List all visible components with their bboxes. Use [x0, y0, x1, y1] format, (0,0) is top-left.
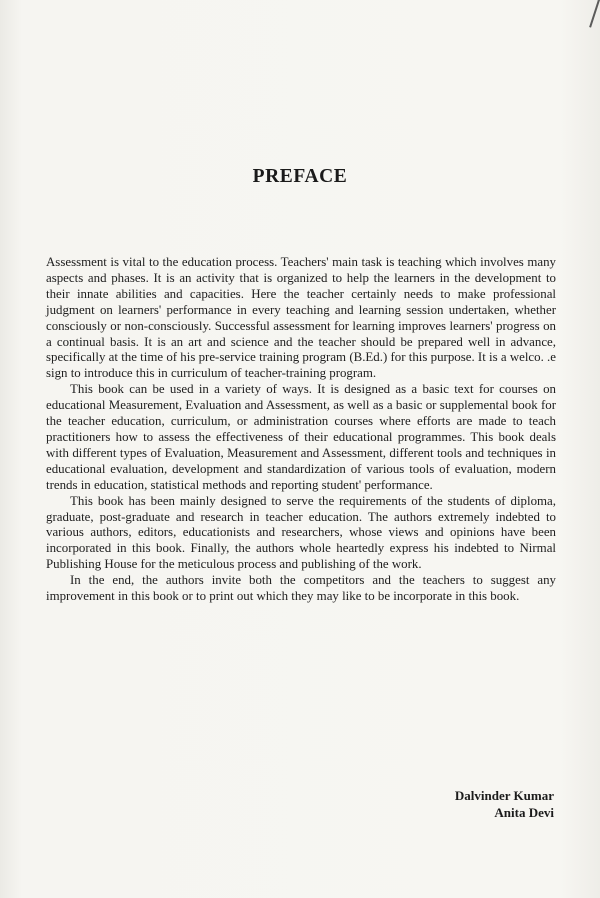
author-signature — [455, 787, 554, 821]
preface-body — [46, 255, 556, 605]
author-name-1: Dalvinder Kumar — [454, 788, 554, 803]
paragraph-2: This book can be used in a variety of ways. It is designed as a basic text for courses on educational Measurement, Evaluation and Assessment, as well as a basic or supplemental book for the teacher education, curriculum, or administration courses where efforts are made to teach practitioners how to assess the effectiveness of their educational programmes. This book deals with different types of Evaluation, Measurement and Assessment, different tools and techniques in educational evaluation, development and standardization of various tools of evaluation, modern trends in education, statistical methods and reporting student' performance. — [46, 382, 556, 492]
paragraph-3: This book has been mainly designed to serve the requirements of the students of diploma, graduate, post-graduate and research in teacher education. The authors extremely indebted to various authors, editors, educationists and researchers, whose views and opinions have been incorporated in this book. Finally, the authors whole heartedly express his indebted to Nirmal Publishing House for the meticulous process and publishing of the work. — [46, 493, 556, 572]
paragraph-4: In the end, the authors invite both the competitors and the teachers to suggest any improvement in this book or to print out which they may like to be incorporate in this book. — [46, 573, 556, 604]
paragraph-1: Assessment is vital to the education process. Teachers' main task is teaching which involves many aspects and phases. It is an activity that is organized to help the learners in the development to their innate abilities and capacities. Here the teacher certainly needs to make professional judgment on learners' performance in every teaching and learning session undertaken, whether consciously or non-consciously. Successful assessment for learning improves learners' progress on a continual basis. It is an art and science and the teacher should be prepared well in advance, specifically at the time of his pre-service training program (B.Ed.) for this purpose. It is a welco. .e sign to introduce this in curriculum of teacher-training program. — [46, 255, 556, 381]
page-corner-mark — [576, 0, 600, 28]
author-name-2: Anita Devi — [494, 805, 554, 820]
page-title: PREFACE — [252, 166, 348, 187]
